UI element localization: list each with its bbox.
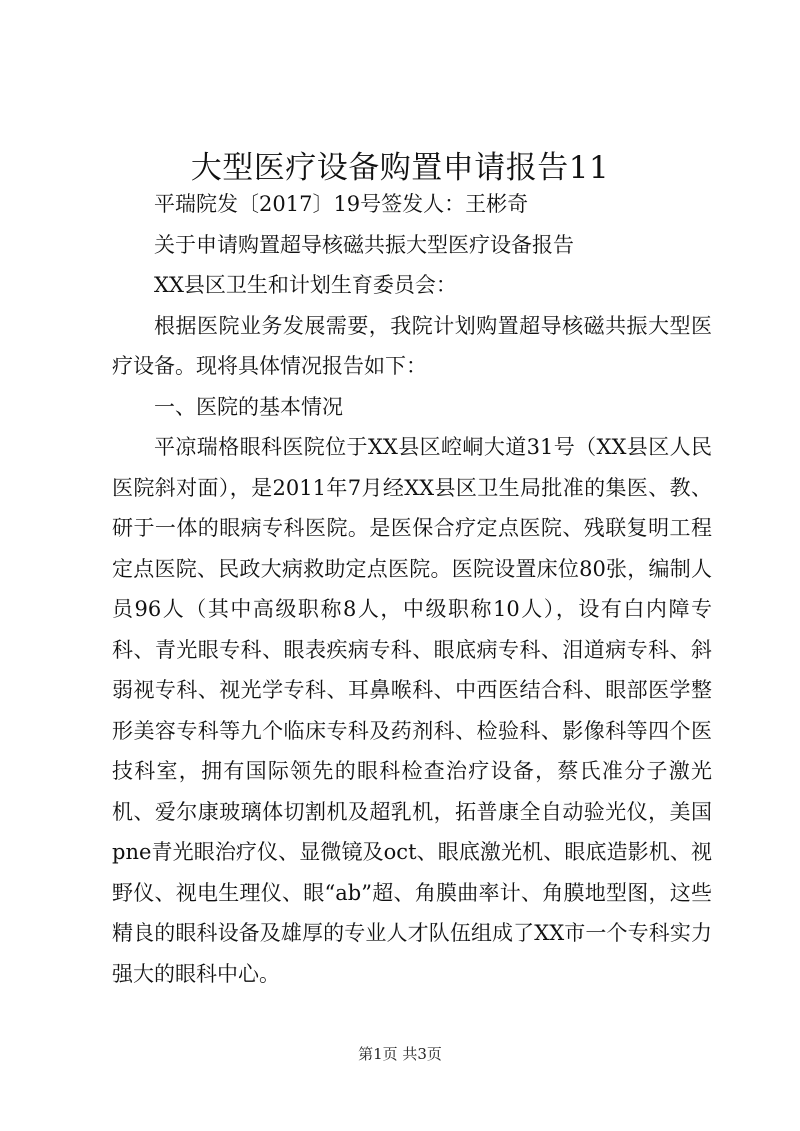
document-body [112,184,712,994]
section-heading: 一、医院的基本情况 [154,394,343,419]
document-number-line: 平瑞院发〔2017〕19号签发人：王彬奇 [154,192,529,216]
document-title: 大型医疗设备购置申请报告11 [190,150,610,186]
page-footer: 第1页 共3页 [358,1045,442,1063]
intro-paragraph: 根据医院业务发展需要，我院计划购置超导核磁共振大型医疗设备。现将具体情况报告如下： [112,313,712,378]
hospital-info-paragraph: 平凉瑞格眼科医院位于XX县区崆峒大道31号（XX县区人民医院斜对面），是2011年7月经XX县区卫生局批准的集医、教、研于一体的眼病专科医院。是医保合疗定点医院、残联复明工程定点医院、民政大病救助定点医院。医院设置床位80张，编制人员96人（其中高级职称8人，中级职称10人），设有白内障专科、青光眼专科、眼表疾病专科、眼底病专科、泪道病专科、斜弱视专科、视光学专科、耳鼻喉科、中西医结合科、眼部医学整形美容专科等九个临床专科及药剂科、检验科、影像科等四个医技科室，拥有国际领先的眼科检查治疗设备，蔡氏准分子激光机、爱尔康玻璃体切割机及超乳机，拓普康全自动验光仪，美国pne青光眼治疗仪、显微镜及oct、眼底激光机、眼底造影机、视野仪、视电生理仪、眼“ab”超、角膜曲率计、角膜地型图，这些精良的眼科设备及雄厚的专业人才队伍组成了XX市一个专科实力强大的眼科中心。 [112,435,712,986]
subject-line: 关于申请购置超导核磁共振大型医疗设备报告 [154,232,574,257]
recipient-line: XX县区卫生和计划生育委员会： [154,273,457,297]
